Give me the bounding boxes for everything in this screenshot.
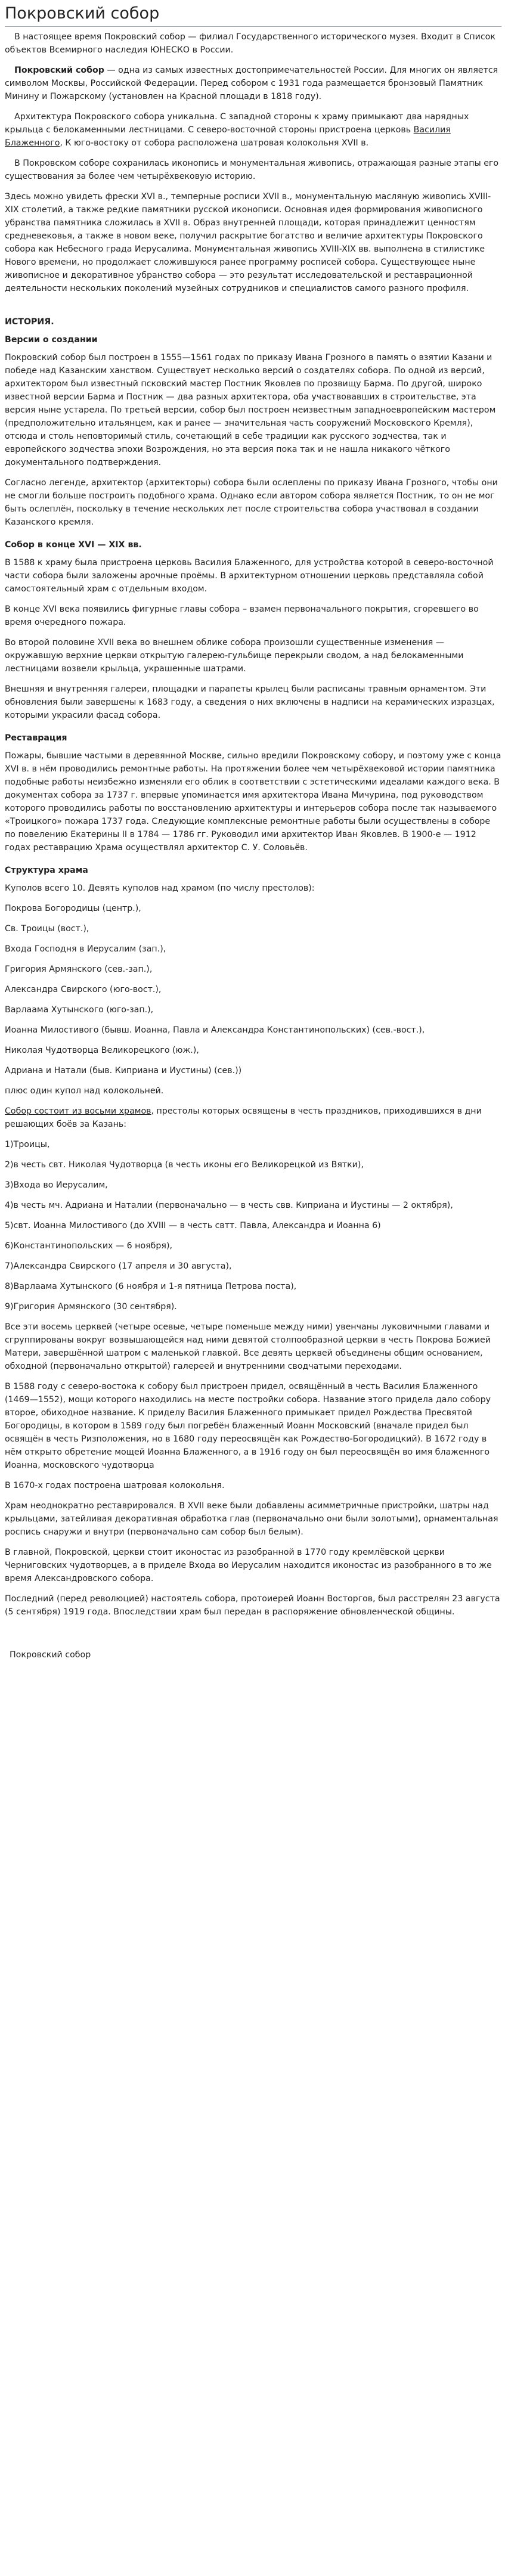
list-item: Александра Свирского (юго-вост.), bbox=[5, 984, 162, 994]
domes-list bbox=[5, 902, 501, 1077]
intro-paragraph-2 bbox=[5, 64, 501, 103]
last-priest-paragraph: Последний (перед революцией) настоятель собора, протоиерей Иоанн Восторгов, был расстрелян 23 августа (5 сентября) 1919 года. Впоследствии храм был передан в распоряжение обновленческой общины. bbox=[5, 1594, 500, 1617]
intro-paragraph-1: В настоящее время Покровский собор — филиал Государственного исторического музея. Входит в Список объектов Всемирного наследия ЮНЕСКО в России. bbox=[5, 32, 495, 55]
eight-churches-link[interactable]: Собор состоит из восьми храмов bbox=[5, 1106, 151, 1116]
list-item: 3)Входа во Иерусалим, bbox=[5, 1180, 108, 1190]
vasily-chapel-paragraph: В 1588 году с северо-востока к собору был пристроен придел, освящённый в честь Василия Блаженного (1469—1552), мощи которого находились на месте постройки собора. Название этого придела дало собору второе, обиходное название. К приделу Василия Блаженного примыкает придел Рождества Пресвятой Богородицы, в котором в 1589 году был погребён блаженный Иоанн Московский (вначале придел был освящён в честь Ризположения, но в 1680 году переосвящён как Рождество-Богородицкий). В 1672 году в нём открыто обретение мощей Иоанна Блаженного, а в 1916 году он был переосвящён во имя блаженного Иоанна, московского чудотворца bbox=[5, 1381, 491, 1470]
list-item: Иоанна Милостивого (бывш. Иоанна, Павла и Александра Константинопольских) (сев.-вост.), bbox=[5, 1025, 425, 1035]
versions-paragraph-2: Согласно легенде, архитектор (архитекторы) собора были ослеплены по приказу Ивана Грозного, чтобы они не смогли больше построить подобного храма. Однако если автором собора является Постник, то он не мог быть ослеплён, поскольку в течение нескольких лет после строительства собора участвовал в создании Казанского кремля. bbox=[5, 478, 498, 527]
c16-paragraph-2: В конце XVI века появились фигурные главы собора – взамен первоначального покрытия, сгоревшего во время очередного пожара. bbox=[5, 604, 479, 627]
intro-paragraph-2-text: — одна из самых известных достопримечательностей России. Для многих он является символом Москвы, Российской Федерации. Перед собором с 1931 года размещается бронзовый Памятник Минину и Пожарскому (установлен на Красной площади в 1818 году). bbox=[5, 65, 498, 101]
vasily-link[interactable]: Василия Блаженного bbox=[5, 125, 451, 148]
versions-heading: Версии о создании bbox=[5, 334, 98, 345]
structure-intro: Куполов всего 10. Девять куполов над храмом (по числу престолов): bbox=[5, 883, 315, 893]
eight-churches-text: , престолы которых освящены в честь праздников, приходившихся в дни решающих боёв за Казань: bbox=[5, 1106, 482, 1129]
eight-churches-paragraph bbox=[5, 1105, 501, 1131]
c16-heading: Собор в конце XVI — XIX вв. bbox=[5, 540, 142, 550]
list-item: 7)Александра Свирского (17 апреля и 30 августа), bbox=[5, 1261, 232, 1271]
restored-paragraph: Храм неоднократно реставрировался. В XVII веке были добавлены асимметричные пристройки, шатры над крыльцами, затейливая декоративная обработка глав (первоначально они были золотыми), орнаментальная роспись снаружи и внутри (первоначально сам собор был белым). bbox=[5, 1501, 498, 1537]
history-heading: ИСТОРИЯ. bbox=[5, 317, 54, 327]
list-item: 5)свт. Иоанна Милостивого (до XVIII — в честь свтт. Павла, Александра и Иоанна 6) bbox=[5, 1220, 381, 1230]
intro-paragraph-4: В Покровском соборе сохранилась иконопись и монументальная живопись, отражающая разные этапы его существования за более чем четырёхвековую историю. bbox=[5, 158, 499, 181]
versions-paragraph-1: Покровский собор был построен в 1555—1561 годах по приказу Ивана Грозного в память о взятии Казани и победе над Казанским ханством. Существует несколько версий о создателях собора. По одной из версий, архитектором был известный псковский мастер Постник Яковлев по прозвищу Барма. По другой, широко известной версии Барма и Постник — два разных архитектора, оба участвовавших в строительстве, эта версия ныне устарела. По третьей версии, собор был построен неизвестным западноевропейским мастером (предположительно итальянцем, как и ранее — значительная часть сооружений Московского Кремля), отсюда и столь неповторимый стиль, сочетающий в себе традиции как русского зодчества, так и европейского зодчества эпохи Возрождения, но эта версия пока так и не нашла никакого чёткого документального подтверждения. bbox=[5, 352, 496, 467]
all-churches-paragraph: Все эти восемь церквей (четыре осевые, четыре поменьше между ними) увенчаны луковичными главами и сгруппированы вокруг возвышающейся над ними девятой столпообразной церкви в честь Покрова Божией Матери, завершённой шатром с маленькой главкой. Все девять церквей объединены общим основанием, обходной (первоначально открытой) галереей и внутренними сводчатыми переходами. bbox=[5, 1322, 491, 1371]
restoration-heading: Реставрация bbox=[5, 733, 67, 743]
intro-paragraph-5: Здесь можно увидеть фрески XVI в., темперные росписи XVII в., монументальную масляную живопись XVIII-XIX столетий, а также редкие памятники русской иконописи. Основная идея формирования живописного убранства памятника сложилась в XVII в. Образ внутренней площади, которая принадлежит ценностям средневековья, а также в новом веке, получил раскрытие богатство и величие архитектуры Покровского собора как Небесного града Иерусалима. Монументальная живопись XVIII-XIX вв. выполнена в стилистике Нового времени, но продолжает сложившуюся ранее программу росписей собора. Существующее ныне живописное и декоративное убранство собора — это результат исследовательской и реставрационной деятельности нескольких поколений музейных сотрудников и специалистов самого разного профиля. bbox=[5, 191, 491, 293]
iconostasis-paragraph: В главной, Покровской, церкви стоит иконостас из разобранной в 1770 году кремлёвской церкви Черниговских чудотворцев, а в приделе Входа во Иерусалим находится иконостас из разобранного в то же время Александровского собора. bbox=[5, 1547, 492, 1583]
page-title: Покровский собор bbox=[5, 4, 501, 27]
list-item: 4)в честь мч. Адриана и Наталии (первоначально — в честь свв. Киприана и Иустины — 2 октября), bbox=[5, 1200, 453, 1210]
c16-paragraph-4: Внешняя и внутренняя галереи, площадки и парапеты крылец были расписаны травным орнаментом. Эти обновления были завершены к 1683 году, а сведения о них включены в надписи на керамических изразцах, которыми украсили фасад собора. bbox=[5, 684, 495, 720]
plus-one-dome: плюс один купол над колокольней. bbox=[5, 1086, 164, 1096]
list-item: Григория Армянского (сев.-зап.), bbox=[5, 964, 153, 974]
bold-term: Покровский собор bbox=[14, 65, 104, 75]
list-item: Св. Троицы (вост.), bbox=[5, 923, 89, 934]
churches-list bbox=[5, 1138, 501, 1313]
c16-paragraph-3: Во второй половине XVII века во внешнем облике собора произошли существенные изменения — окружавшую верхние церкви открытую галерею-гульбище перекрыли сводом, а над белокаменными лестницами возвели крыльца, украшенные шатрами. bbox=[5, 637, 464, 674]
restoration-paragraph: Пожары, бывшие частыми в деревянной Москве, сильно вредили Покровскому собору, и поэтому уже с конца XVI в. в нём проводились ремонтные работы. На протяжении более чем четырёхвековой истории памятника подобные работы неизбежно изменяли его облик в соответствии с эстетическими идеалами каждого века. В документах собора за 1737 г. впервые упоминается имя архитектора Ивана Мичурина, под руководством которого проводились работы по восстановлению архитектуры и интерьеров собора после так называемого «Троицкого» пожара 1737 года. Следующие комплексные ремонтные работы были осуществлены в соборе по повелению Екатерины II в 1784 — 1786 гг. Руководил ими архитектор Иван Яковлев. В 1900-е — 1912 годах реставрацию Храма осуществлял архитектор С. У. Соловьёв. bbox=[5, 751, 501, 853]
list-item: 2)в честь свт. Николая Чудотворца (в честь иконы его Великорецкой из Вятки), bbox=[5, 1160, 364, 1170]
c16-paragraph-1: В 1588 к храму была пристроена церковь Василия Блаженного, для устройства которой в северо-восточной части собора были заложены арочные проёмы. В архитектурном отношении церковь представляла собой самостоятельный храм с отдельным входом. bbox=[5, 557, 494, 594]
intro-paragraph-3-text-b: , К юго-востоку от собора расположена шатровая колокольня XVII в. bbox=[60, 138, 369, 148]
list-item: 8)Варлаама Хутынского (6 ноября и 1-я пятница Петрова поста), bbox=[5, 1281, 297, 1291]
list-item: 9)Григория Армянского (30 сентября). bbox=[5, 1301, 177, 1312]
list-item: 1)Троицы, bbox=[5, 1139, 50, 1149]
structure-heading: Структура храма bbox=[5, 865, 88, 875]
list-item: 6)Константинопольских — 6 ноября), bbox=[5, 1241, 173, 1251]
list-item: Адриана и Натали (быв. Киприана и Иустины) (сев.)) bbox=[5, 1065, 242, 1075]
list-item: Входа Господня в Иерусалим (зап.), bbox=[5, 944, 166, 954]
list-item: Николая Чудотворца Великорецкого (юж.), bbox=[5, 1045, 199, 1055]
intro-paragraph-3-text-a: Архитектура Покровского собора уникальна. С западной стороны к храму примыкают два нарядных крыльца с белокаменными лестницами. С северо-восточной стороны пристроена церковь bbox=[5, 111, 469, 135]
list-item: Варлаама Хутынского (юго-зап.), bbox=[5, 1005, 154, 1015]
intro-paragraph-3 bbox=[5, 110, 501, 150]
bell-tower-paragraph: В 1670-х годах построена шатровая колокольня. bbox=[5, 1480, 225, 1490]
footer-title: Покровский собор bbox=[10, 1650, 91, 1660]
list-item: Покрова Богородицы (центр.), bbox=[5, 903, 141, 913]
